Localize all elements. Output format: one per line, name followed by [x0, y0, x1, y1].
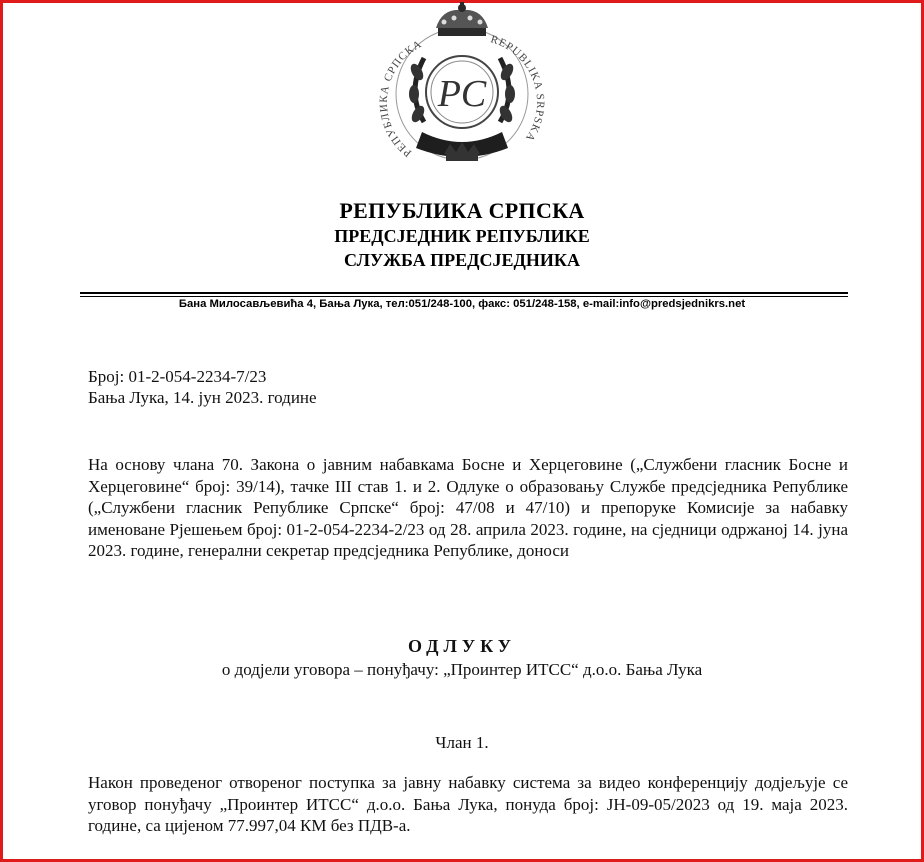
- header-office: СЛУЖБА ПРЕДСЈЕДНИКА: [344, 250, 580, 270]
- seal-right-text: REPUBLIKA SRPSKA: [489, 33, 547, 144]
- article-1-text: Након проведеног отвореног поступка за јавну набавку система за видео конференцију додјељује се уговор понуђачу „Проинтер ИТСС“ д.о.о. Бања Лука, понуда број: ЈН-09-05/2023 од 19. маја 2023. године, са цијеном 77.997,04 КМ без ПДВ-а.: [88, 773, 848, 835]
- article-1-heading: Члан 1.: [435, 733, 489, 752]
- header-republic: РЕПУБЛИКА СРПСКА: [339, 198, 585, 223]
- coat-of-arms-seal-icon: [372, 2, 552, 178]
- decision-title: ОДЛУКУ: [407, 636, 516, 656]
- header-divider-thin: [80, 296, 848, 297]
- header-contact-line: Бана Милосављевића 4, Бања Лука, тел:051/248-100, факс: 051/248-158, e-mail:info@predsjednikrs.net: [178, 298, 746, 310]
- seal-left-text: РЕПУБЛИКА СРПСКА: [377, 37, 425, 160]
- seal-monogram: РС: [437, 73, 487, 115]
- reference-place-date: Бања Лука, 14. јун 2023. године: [88, 388, 317, 407]
- decision-subtitle: о додјели уговора – понуђачу: „Проинтер ИТСС“ д.о.о. Бања Лука: [221, 660, 703, 679]
- reference-number: Број: 01-2-054-2234-7/23: [88, 367, 267, 386]
- header-president: ПРЕДСЈЕДНИК РЕПУБЛИКЕ: [334, 226, 590, 246]
- header-divider-thick: [80, 292, 848, 294]
- intro-paragraph: На основу члана 70. Закона о јавним набавкама Босне и Херцеговине („Службени гласник Босне и Херцеговине“ број: 39/14), тачке III став 1. и 2. Одлуке о образовању Службе предсједника Републике („Службени гласник Републике Српске“ број: 47/08 и 47/10) и препоруке Комисије за набавку именоване Рјешењем број: 01-2-054-2234-2/23 од 28. априла 2023. године, на сједници одржаној 14. јуна 2023. године, генерални секретар предсједника Републике, доноси: [88, 455, 848, 560]
